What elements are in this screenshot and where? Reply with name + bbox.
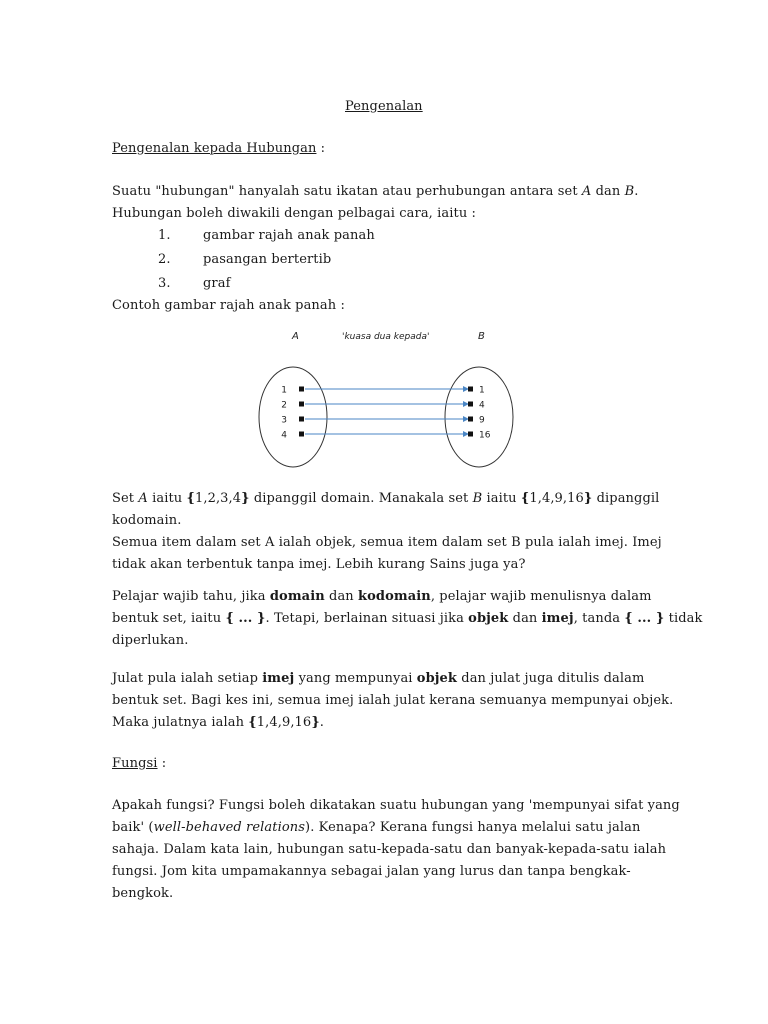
text-run: ). Kenapa? Kerana fungsi hanya melalui satu jalan xyxy=(305,820,641,835)
brace-open: { xyxy=(520,491,530,506)
domain-para-line-3: Semua item dalam set A ialah objek, semua item dalam set B pula ialah imej. Imej xyxy=(112,535,662,550)
intro-text-a: Suatu "hubungan" hanyalah satu ikatan atau perhubungan antara set xyxy=(112,184,582,199)
set-a-symbol: A xyxy=(138,491,148,506)
diagram-label-a: A xyxy=(292,331,299,342)
text-run: tidak xyxy=(664,611,703,626)
brace-close: } xyxy=(583,491,593,506)
list-item-text: gambar rajah anak panah xyxy=(203,228,375,243)
codomain-element-label: 16 xyxy=(479,430,491,441)
section-heading-functions xyxy=(112,755,166,773)
intro-text-c: . xyxy=(634,184,639,199)
section-heading-relations xyxy=(112,140,325,158)
domain-element-label: 2 xyxy=(281,400,287,411)
set-b-symbol: B xyxy=(472,491,483,506)
text-run: iaitu xyxy=(482,491,521,506)
domain-element-dot xyxy=(299,417,304,422)
bold-term-imej: imej xyxy=(262,671,295,686)
brace-open: { xyxy=(248,715,257,730)
text-run: , pelajar wajib menulisnya dalam xyxy=(430,589,652,604)
text-run: yang mempunyai xyxy=(294,671,417,686)
text-run: dipanggil domain. Manakala set xyxy=(249,491,473,506)
function-para-line-1: Apakah fungsi? Fungsi boleh dikatakan suatu hubungan yang 'mempunyai sifat yang xyxy=(112,798,680,813)
intro-text-b: dan xyxy=(591,184,625,199)
text-run: Pelajar wajib tahu, jika xyxy=(112,589,270,604)
function-para-line-2 xyxy=(112,819,640,837)
example-label: Contoh gambar rajah anak panah : xyxy=(112,298,345,313)
domain-element-label: 3 xyxy=(281,415,287,426)
function-para-line-3: sahaja. Dalam kata lain, hubungan satu-kepada-satu dan banyak-kepada-satu ialah xyxy=(112,842,667,857)
bold-term-domain: domain xyxy=(269,589,325,604)
codomain-element-dot xyxy=(468,387,473,392)
domain-element-label: 4 xyxy=(281,430,287,441)
text-run: dan xyxy=(324,589,359,604)
domain-element-label: 1 xyxy=(281,385,287,396)
brace-close: } xyxy=(241,491,250,506)
set-brace-notation: { ... } xyxy=(624,611,665,626)
domain-element-dot xyxy=(299,432,304,437)
text-run: Set xyxy=(112,491,139,506)
text-run: bentuk set, iaitu xyxy=(112,611,226,626)
codomain-element-label: 4 xyxy=(479,400,485,411)
page-title: Pengenalan xyxy=(345,99,423,114)
text-run: baik' ( xyxy=(112,820,154,835)
codomain-element-dot xyxy=(468,402,473,407)
range-para-line-2: bentuk set. Bagi kes ini, semua imej ialah julat kerana semuanya mempunyai objek. xyxy=(112,693,674,708)
brace-close: } xyxy=(311,715,320,730)
domain-ellipse xyxy=(259,367,327,467)
list-item-text: pasangan bertertib xyxy=(203,252,332,267)
arrow-diagram xyxy=(250,322,540,472)
functions-heading-text: Fungsi xyxy=(112,756,158,771)
diagram-label-b: B xyxy=(478,331,485,342)
list-item-number: 3. xyxy=(158,276,171,291)
text-run: dipanggil xyxy=(592,491,660,506)
codomain-element-dot xyxy=(468,432,473,437)
bold-term-kodomain: kodomain xyxy=(358,589,431,604)
text-run: dan julat juga ditulis dalam xyxy=(457,671,645,686)
text-run: iaitu xyxy=(147,491,187,506)
italic-term: well-behaved relations xyxy=(153,820,306,835)
list-item-text: graf xyxy=(203,276,231,291)
range-para-line-3 xyxy=(112,714,324,732)
text-run: , tanda xyxy=(573,611,625,626)
bold-term-objek: objek xyxy=(416,671,458,686)
text-run: . xyxy=(319,715,325,730)
brace-open: { xyxy=(186,491,195,506)
domain-para-line-1 xyxy=(112,490,659,508)
list-item-number: 1. xyxy=(158,228,171,243)
set-b-symbol: B xyxy=(624,184,635,199)
range-set-values: 1,4,9,16 xyxy=(256,715,312,730)
text-run: Maka julatnya ialah xyxy=(112,715,249,730)
notation-para-line-1 xyxy=(112,588,652,606)
domain-element-dot xyxy=(299,387,304,392)
set-a-symbol: A xyxy=(581,184,592,199)
domain-set-values: 1,2,3,4 xyxy=(194,491,242,506)
text-run: Julat pula ialah setiap xyxy=(112,671,263,686)
notation-para-line-3: diperlukan. xyxy=(112,633,189,648)
relations-heading-colon: : xyxy=(316,141,326,156)
bold-term-imej: imej xyxy=(541,611,574,626)
range-para-line-1 xyxy=(112,670,644,688)
set-brace-notation: { ... } xyxy=(225,611,266,626)
bold-term-objek: objek xyxy=(468,611,509,626)
function-para-line-5: bengkok. xyxy=(112,886,174,901)
text-run: dan xyxy=(508,611,542,626)
codomain-element-dot xyxy=(468,417,473,422)
domain-para-line-2: kodomain. xyxy=(112,513,182,528)
list-item-number: 2. xyxy=(158,252,171,267)
text-run: . Tetapi, berlainan situasi jika xyxy=(265,611,469,626)
notation-para-line-2 xyxy=(112,610,702,628)
codomain-set-values: 1,4,9,16 xyxy=(529,491,584,506)
domain-element-dot xyxy=(299,402,304,407)
diagram-relation-label: 'kuasa dua kepada' xyxy=(342,332,430,342)
relations-heading-text: Pengenalan kepada Hubungan xyxy=(112,141,317,156)
codomain-element-label: 1 xyxy=(479,385,485,396)
function-para-line-4: fungsi. Jom kita umpamakannya sebagai jalan yang lurus dan tanpa bengkak- xyxy=(112,864,631,879)
methods-line: Hubungan boleh diwakili dengan pelbagai cara, iaitu : xyxy=(112,206,477,221)
codomain-element-label: 9 xyxy=(479,415,485,426)
functions-heading-colon: : xyxy=(157,756,167,771)
domain-para-line-4: tidak akan terbentuk tanpa imej. Lebih kurang Sains juga ya? xyxy=(112,557,526,572)
intro-line xyxy=(112,183,639,201)
